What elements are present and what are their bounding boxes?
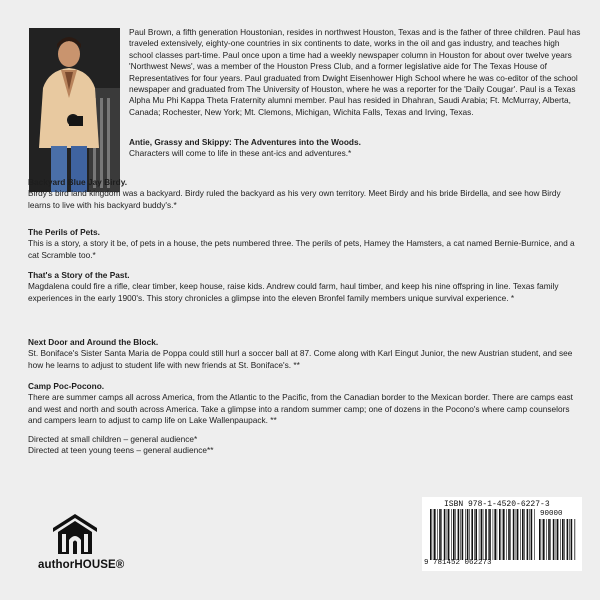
book-entry [28, 177, 584, 211]
book-entry [129, 137, 584, 160]
book-title: The Perils of Pets. [28, 227, 100, 237]
author-photo [29, 28, 120, 192]
author-bio: Paul Brown, a fifth generation Houstonian, resides in northwest Houston, Texas and is the father of three children. Paul has traveled extensively, eighty-one countries in six continents to date, works in the oil and gas industry, and teaches high school classes part-time. Paul once upon a time had a weekly newspaper column in Houston for about over twelve years 'Northwest News', was a member of the Houston Press Club, and a former legislative aide for The Texas House of Representatives for four years. Paul graduated from Dwight Eisenhower High School where he was co-editor of the school newspaper and graduated from The University of Houston, where he was a reporter for the 'Daily Cougar'. Paul is a Texas Alpha Mu Phi Kappa Theta Fraternity alumni member. Paul has resided in Dhahran, Saudi Arabia; Ft. McMurray, Alberta, Canada; Rochester, New York; Mt. Clemons, Michigan, Wichita Falls, Texas and Irving, Texas. [129, 27, 581, 117]
author-portrait-image [29, 28, 120, 192]
audience-notes [28, 434, 584, 457]
publisher-logo [38, 512, 128, 578]
price-code: 90000 [540, 510, 563, 518]
barcode-digits: 9 781452 062273 [424, 559, 492, 567]
audience-note: Directed at teen young teens – general audience** [28, 445, 214, 456]
book-list [28, 137, 584, 456]
book-entry [28, 381, 584, 427]
book-title: Next Door and Around the Block. [28, 337, 159, 347]
barcode-bars [430, 509, 535, 560]
audience-note: Directed at small children – general audience* [28, 434, 198, 444]
publisher-name: authorHOUSE® [38, 559, 125, 571]
book-description: Birdy's bird land kingdom was a backyard. Birdy ruled the backyard as his very own territory. Meet Birdy and his bride Birdella, and see how Birdy learns to live with his backyard buddy's.* [28, 188, 561, 210]
book-description: St. Boniface's Sister Santa Maria de Poppa could still hurl a soccer ball at 87. Come along with Karl Eingut Junior, the new Austrian student, and see how he learns to adjust to student life with new friends at St. Boniface's. ** [28, 348, 573, 370]
book-entry [28, 270, 584, 304]
book-entry [28, 227, 584, 261]
isbn-number: ISBN 978-1-4520-6227-3 [444, 500, 550, 509]
book-title: Backyard Blue Jay Birdy. [28, 177, 127, 187]
book-title: Camp Poc-Pocono. [28, 381, 105, 391]
book-entry [28, 337, 584, 371]
isbn-barcode [422, 497, 582, 571]
book-title: That's a Story of the Past. [28, 270, 130, 280]
book-description: Magdalena could fire a rifle, clear timber, keep house, raise kids. Andrew could farm, haul timber, and keep his nine offspring in line. Texas family experiences in the early 1900's. This story chronicles a glimpse into the eleven Bronfel family members unique survival experience. * [28, 281, 559, 303]
book-description: This is a story, a story it be, of pets in a house, the pets numbered three. The perils of pets, Hamey the Hamsters, a cat named Bernie-Burnice, and a cat Scramble too.* [28, 238, 575, 260]
book-description: Characters will come to life in these ant-ics and adventures.* [129, 148, 352, 159]
house-logo-icon [50, 512, 100, 556]
book-title: Antie, Grassy and Skippy: The Adventures into the Woods. [129, 137, 361, 147]
book-description: There are summer camps all across America, from the Atlantic to the Pacific, from the Canadian border to the Mexican border. There are camps east and west and north and south across America. Take a glimpse into a random summer camp; one of dozens in the Pocono's where camp counselors and campers learn to adjust to camp life on Lake Wallenpaupack. ** [28, 392, 573, 426]
barcode-addon-bars [539, 519, 576, 560]
